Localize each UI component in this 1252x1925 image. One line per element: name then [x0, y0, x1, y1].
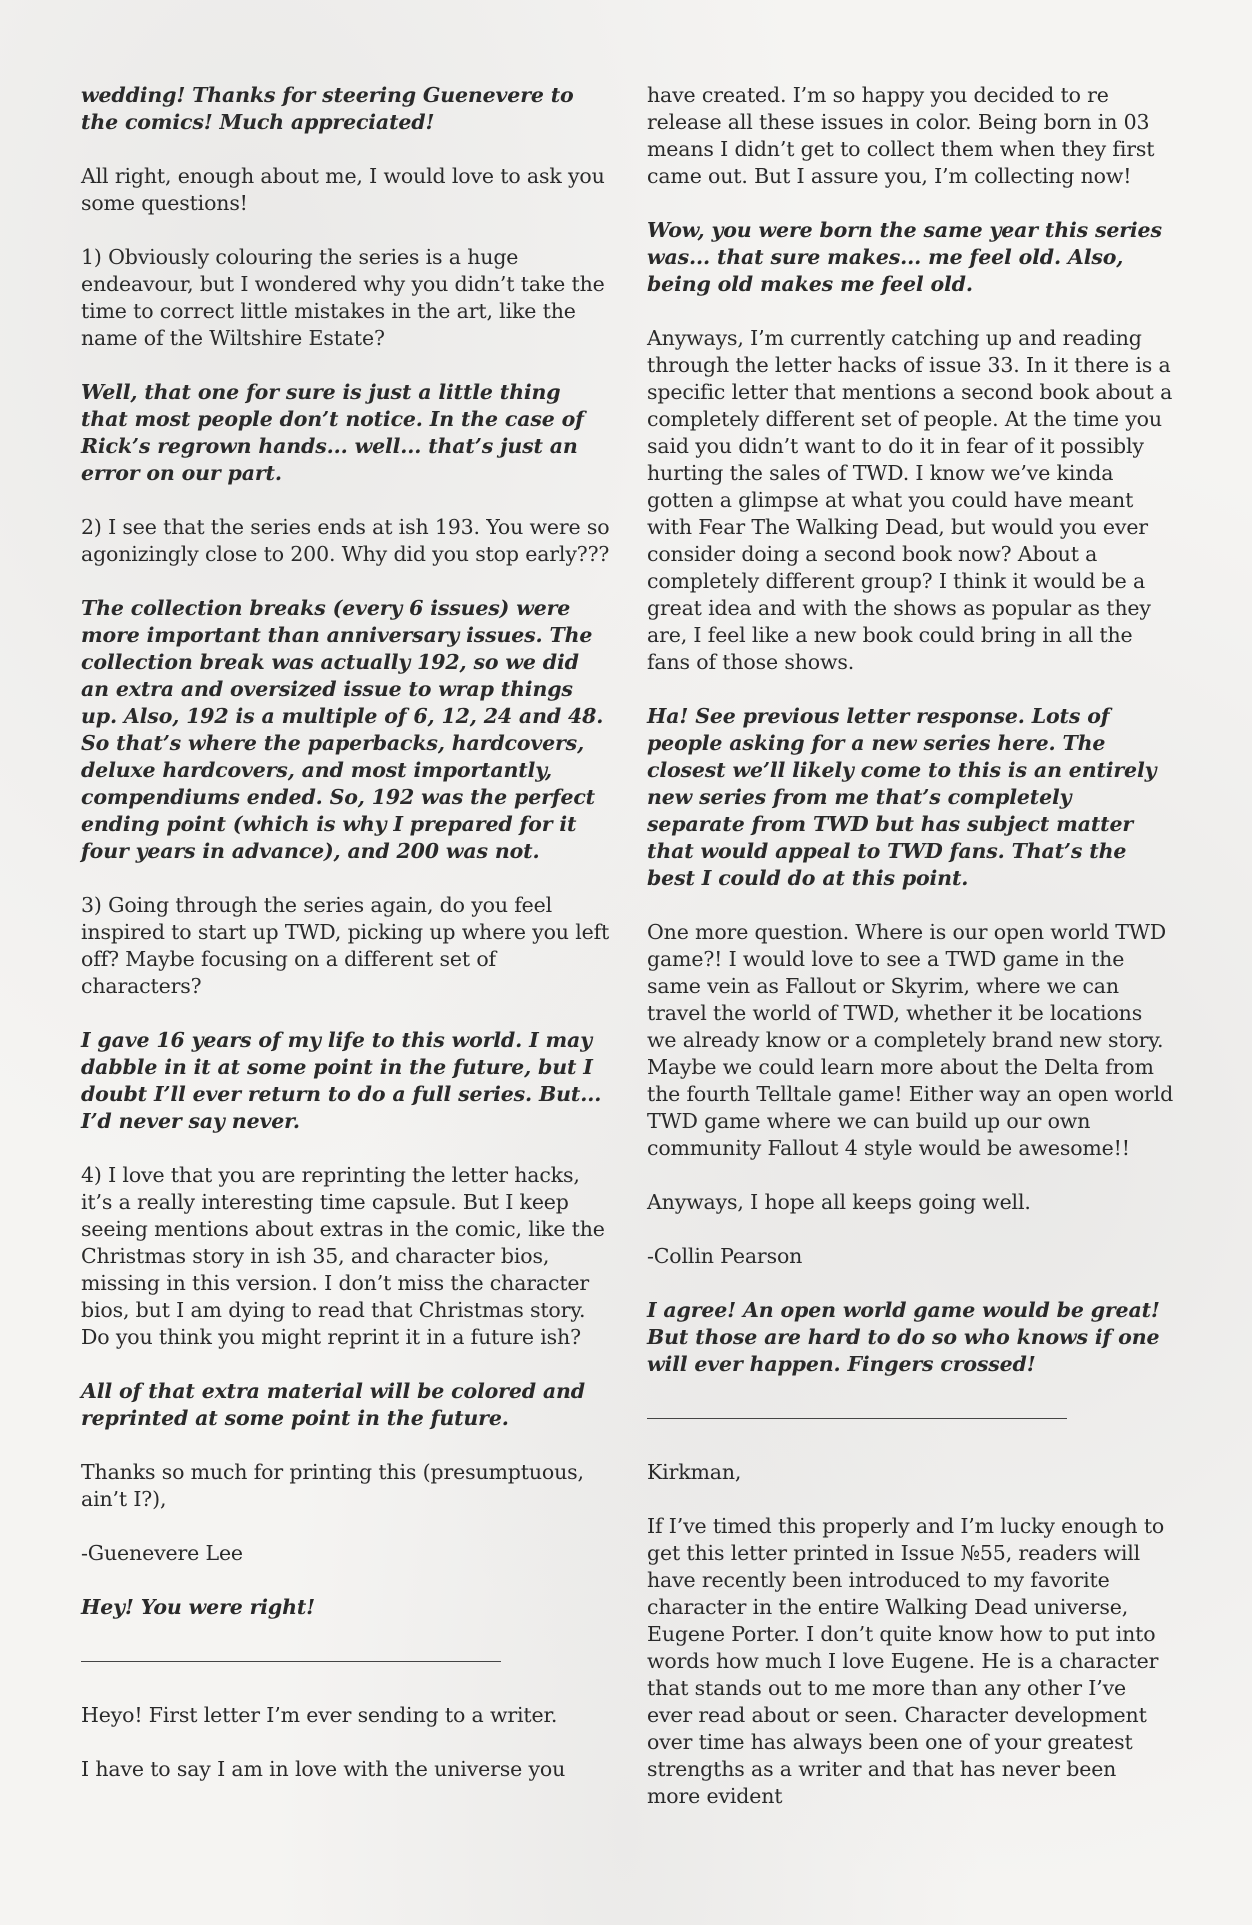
letter-signature: -Collin Pearson — [647, 1244, 803, 1268]
letter-question-1: 1) Obviously colouring the series is a huge endeavour, but I wondered why you didn’t take the time to correct little mistakes in the art, like the name of the Wiltshire Estate? — [81, 245, 605, 350]
letter-question-4: 4) I love that you are reprinting the letter hacks, it’s a really interesting time capsule. But I keep seeing mentions about extras in the comic, like the Christmas story in ish 35, and character bios, missing in this version. I don’t miss the character bios, but I am dying to read that Christmas story. Do you think you might reprint it in a future ish? — [81, 1163, 605, 1349]
letter-paragraph: One more question. Where is our open world TWD game?! I would love to see a TWD game in the same vein as Fallout or Skyrim, where we can travel the world of TWD, whether it be locations we already know or a completely brand new story. Maybe we could learn more about the Delta from the fourth Telltale game! Either way an open world TWD game where we can build up our own community Fallout 4 style would be awesome!! — [647, 920, 1174, 1160]
letter-question-2: 2) I see that the series ends at ish 193. You were so agonizingly close to 200. Why did you stop early??? — [81, 515, 610, 566]
right-column — [647, 82, 1175, 1837]
letter-paragraph: have created. I’m so happy you decided to re release all these issues in color. Being born in 03 means I didn’t get to collect them when they first came out. But I assure you, I’m collecting now! — [647, 83, 1155, 188]
letter-divider — [647, 1405, 1175, 1432]
letter-divider — [81, 1648, 611, 1675]
letter-paragraph: Anyways, I hope all keeps going well. — [647, 1190, 1031, 1214]
editor-response: I agree! An open world game would be great! But those are hard to do so who knows if one will ever happen. Fingers crossed! — [647, 1298, 1160, 1376]
editor-response: Hey! You were right! — [81, 1595, 315, 1619]
left-column — [81, 82, 611, 1810]
editor-response: All of that extra material will be colored and reprinted at some point in the future. — [81, 1379, 585, 1430]
editor-response: The collection breaks (every 6 issues) were more important than anniversary issues. The collection break was actually 192, so we did an extra and oversized issue to wrap things up. Also, 192 is a multiple of 6, 12, 24 and 48. So that’s where the paperbacks, hardcovers, deluxe hardcovers, and most importantly, compendiums ended. So, 192 was the perfect ending point (which is why I prepared for it four years in advance), and 200 was not. — [81, 596, 604, 863]
letter-closing: Thanks so much for printing this (presumptuous, ain’t I?), — [81, 1460, 584, 1511]
letter-paragraph: Anyways, I’m currently catching up and reading through the letter hacks of issue 33. In it there is a specific letter that mentions a second book about a completely different set of people. At the time you said you didn’t want to do it in fear of it possibly hurting the sales of TWD. I know we’ve kinda gotten a glimpse at what you could have meant with Fear The Walking Dead, but would you ever consider doing a second book now? About a completely different group? I think it would be a great idea and with the shows as popular as they are, I feel like a new book could bring in all the fans of those shows. — [647, 326, 1173, 674]
letter-paragraph: If I’ve timed this properly and I’m lucky enough to get this letter printed in Issue №55, readers will have recently been introduced to my favorite character in the entire Walking Dead universe, Eugene Porter. I don’t quite know how to put into words how much I love Eugene. He is a character that stands out to me more than any other I’ve ever read about or seen. Character development over time has always been one of your greatest strengths as a writer and that has never been more evident — [647, 1514, 1165, 1808]
letter-question-3: 3) Going through the series again, do you feel inspired to start up TWD, picking up where you left off? Maybe focusing on a different set of characters? — [81, 893, 610, 998]
letter-paragraph: All right, enough about me, I would love to ask you some questions! — [81, 164, 605, 215]
letter-paragraph: I have to say I am in love with the universe you — [81, 1757, 566, 1781]
editor-response: Ha! See previous letter response. Lots of people asking for a new series here. The closest we’ll likely come to this is an entirely new series from me that’s completely separate from TWD but has subject matter that would appeal to TWD fans. That’s the best I could do at this point. — [647, 704, 1157, 890]
editor-response: Wow, you were born the same year this series was... that sure makes... me feel old. Also, being old makes me feel old. — [647, 218, 1162, 296]
letter-salutation: Kirkman, — [647, 1460, 742, 1484]
editor-response: wedding! Thanks for steering Guenevere to the comics! Much appreciated! — [81, 83, 574, 134]
letter-signature: -Guenevere Lee — [81, 1541, 243, 1565]
letter-paragraph: Heyo! First letter I’m ever sending to a writer. — [81, 1703, 558, 1727]
editor-response: Well, that one for sure is just a little thing that most people don’t notice. In the case of Rick’s regrown hands... well... that’s just an error on our part. — [81, 380, 584, 485]
editor-response: I gave 16 years of my life to this world. I may dabble in it at some point in the future, but I doubt I’ll ever return to do a full series. But... I’d never say never. — [81, 1028, 602, 1133]
